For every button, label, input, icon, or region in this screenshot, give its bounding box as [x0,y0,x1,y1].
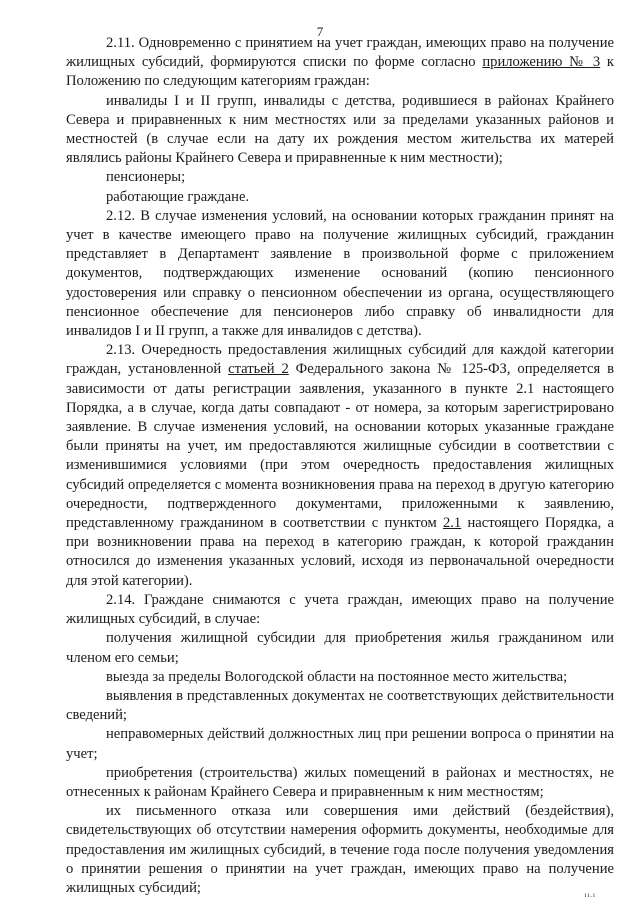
article-2-link[interactable]: статьей 2 [228,361,289,378]
category-disabled: инвалиды I и II групп, инвалиды с детства, родившиеся в районах Крайнего Севера и приравненных к ним местностях или за пределами указанных районов и местностей (в случае если на дату их рождения местом жительства их матерей являлись районы Крайнего Севера и приравненные к ним местности); [66,92,614,167]
reason-false-info: выявления в представленных документах не соответствующих действительности сведений; [66,687,614,724]
paragraph-2-14: 2.14. Граждане снимаются с учета граждан, имеющих право на получение жилищных субсидий, в случае: [66,591,614,628]
corner-mark: ıı.ı [584,891,596,899]
paragraph-2-11: 2.11. Одновременно с принятием на учет граждан, имеющих право на получение жилищных субсидий, формируются списки по форме согласно приложению № 3 к Положению по следующим категориям граждан: [66,35,615,90]
category-pensioners: пенсионеры; [106,169,186,186]
reason-refusal: их письменного отказа или совершения ими действий (бездействия), свидетельствующих об отсутствии намерения оформить документы, необходимые для предоставления им жилищных субсидий, в течение года после получения уведомления о принятии решения о принятии на учет граждан, имеющих право на получение жилищных субсидий; [66,803,614,896]
paragraph-2-12: 2.12. В случае изменения условий, на основании которых гражданин принят на учет в качестве имеющего право на получение жилищных субсидий, гражданин представляет в Департамент заявление в произвольной форме с приложением документов, подтверждающих изменение оснований (копию пенсионного удостоверения или справку о пенсионном обеспечении из органа, осуществляющего пенсионное обеспечение для пенсионеров либо справку об инвалидности для инвалидов I и II групп, а также для инвалидов с детства). [66,207,614,340]
category-working: работающие граждане. [106,188,250,205]
reason-property-acquired: приобретения (строительства) жилых помещений в районах и местностях, не отнесенных к районам Крайнего Севера и приравненным к ним местностям; [66,764,614,800]
appendix-3-link[interactable]: приложению № 3 [482,54,601,71]
reason-departure: выезда за пределы Вологодской области на постоянное место жительства; [106,668,568,685]
paragraph-2-13: 2.13. Очередность предоставления жилищных субсидий для каждой категории граждан, установленной статьей 2 Федерального закона № 125-ФЗ, определяется в зависимости от даты регистрации заявления, указанного в пункте 2.1 настоящего Порядка, а в случае, когда даты совпадают - от номера, за которым зарегистрировано заявление. В случае изменения условий, на основании которых указанные граждане были приняты на учет, им предоставляются жилищные субсидии в соответствии с изменившимися условиями (при этом очередность предоставления жилищных субсидий определяется с момента возникновения права на переход в другую категорию очередности, подтвержденного документами, приложенными к заявлению, представленному гражданином в соответствии с пунктом 2.1 настоящего Порядка, а при возникновении права на переход в категорию граждан, к которой гражданин относился до изменения указанных условий, исходя из первоначальной очередности для этой категории). [66,342,615,589]
clause-2-1-link[interactable]: 2.1 [442,515,462,532]
reason-subsidy-received: получения жилищной субсидии для приобретения жилья гражданином или членом его семьи; [66,630,614,666]
page-number: 7 [316,24,324,39]
document-body [66,34,614,898]
reason-unlawful-actions: неправомерных действий должностных лиц при решении вопроса о принятии на учет; [66,726,614,762]
